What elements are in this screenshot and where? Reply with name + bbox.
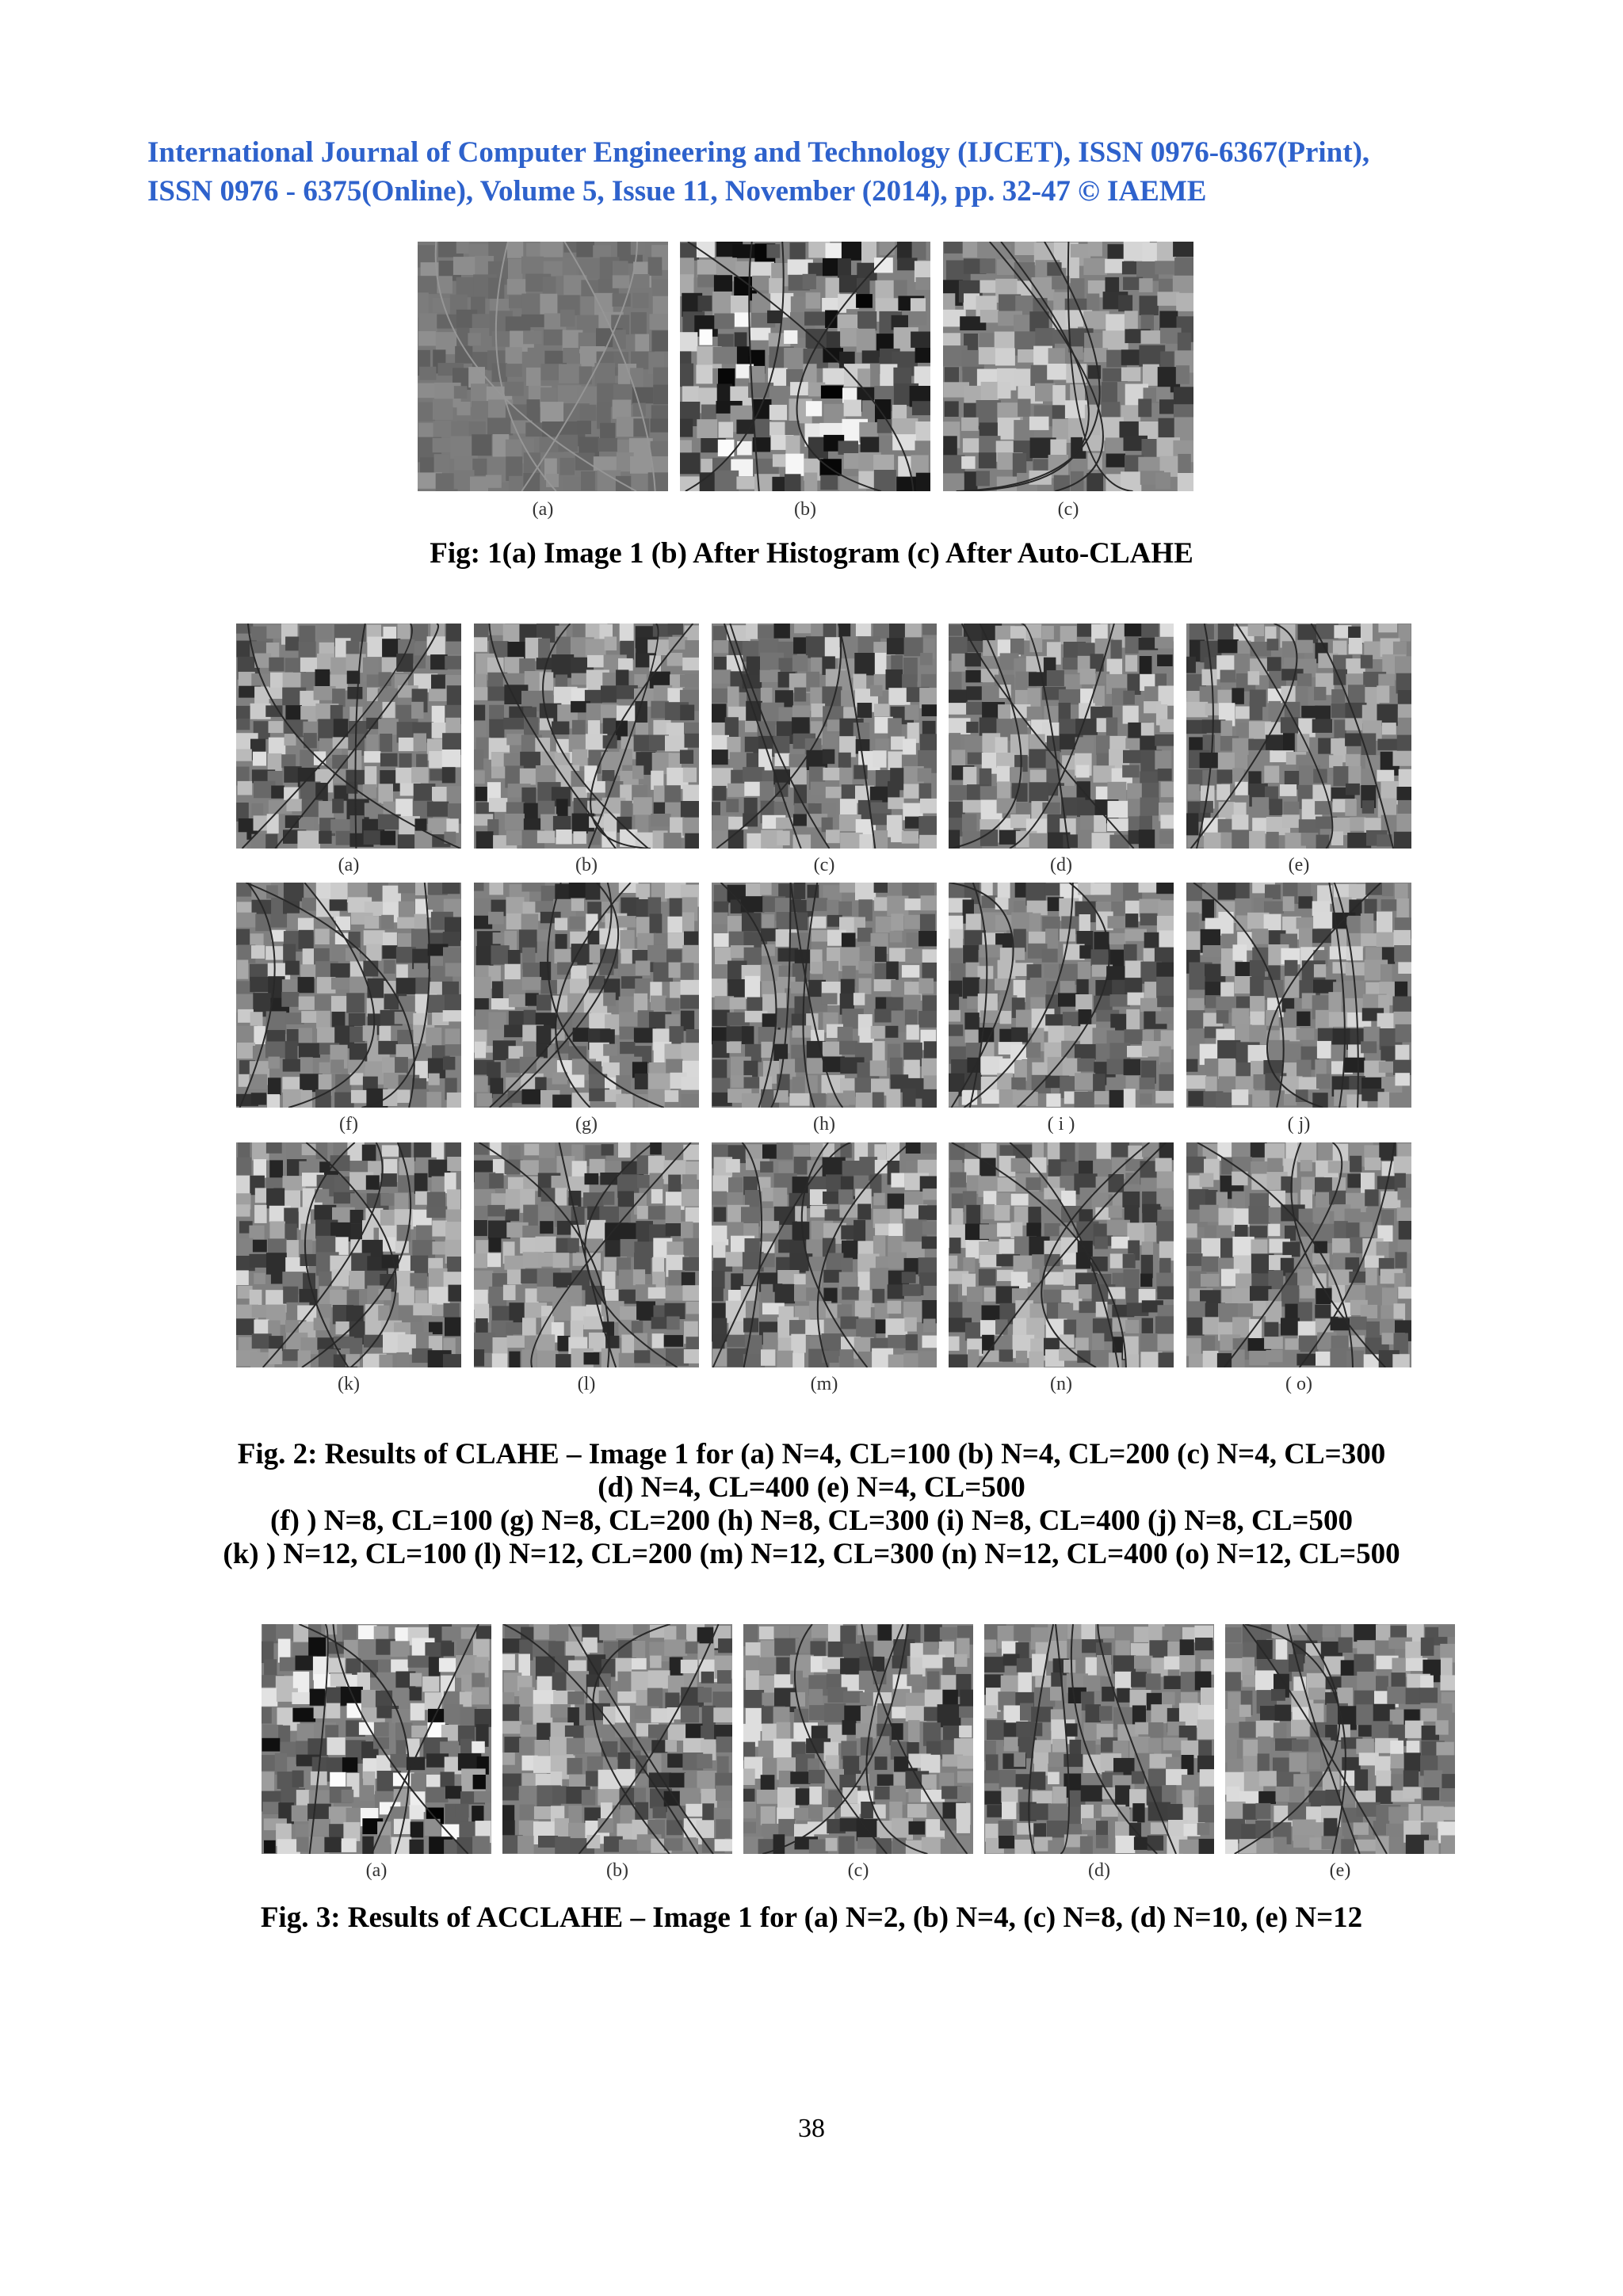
- figure-2-panel: [712, 1142, 937, 1394]
- subfigure-label: ( o): [1285, 1374, 1312, 1394]
- aerial-photo: [949, 883, 1174, 1108]
- aerial-photo: [949, 624, 1174, 849]
- subfigure-label: (b): [794, 499, 816, 520]
- subfigure-label: (n): [1050, 1374, 1072, 1394]
- subfigure-label: (h): [813, 1114, 835, 1135]
- journal-header: [147, 133, 1495, 211]
- aerial-photo: [680, 242, 930, 491]
- subfigure-label: (c): [847, 1860, 869, 1881]
- header-line-1: International Journal of Computer Engineering and Technology (IJCET), ISSN 0976-6367(Print),: [147, 136, 1370, 169]
- aerial-photo: [712, 883, 937, 1108]
- figure-2-panel: [474, 883, 699, 1135]
- figure-2-caption-line-4: (k) ) N=12, CL=100 (l) N=12, CL=200 (m) N=12, CL=300 (n) N=12, CL=400 (o) N=12, CL=500: [223, 1538, 1400, 1570]
- figure-2-panel: [949, 624, 1174, 875]
- figure-2-panel: [949, 1142, 1174, 1394]
- subfigure-label: (e): [1288, 855, 1310, 875]
- subfigure-label: (e): [1329, 1860, 1351, 1881]
- aerial-photo: [474, 883, 699, 1108]
- subfigure-label: (c): [813, 855, 835, 875]
- figure-2-panel: [236, 883, 461, 1135]
- aerial-photo: [236, 624, 461, 849]
- aerial-photo: [743, 1624, 973, 1854]
- subfigure-label: (b): [606, 1860, 628, 1881]
- aerial-photo: [984, 1624, 1214, 1854]
- figure-2-panel: [236, 624, 461, 875]
- figure-1-panel: [680, 242, 930, 520]
- figure-2-panel: [236, 1142, 461, 1394]
- aerial-photo: [236, 883, 461, 1108]
- aerial-photo: [943, 242, 1193, 491]
- figure-1-caption: Fig: 1(a) Image 1 (b) After Histogram (c) After Auto-CLAHE: [430, 537, 1193, 570]
- aerial-photo: [236, 1142, 461, 1367]
- aerial-photo: [712, 1142, 937, 1367]
- figure-2-panel: [712, 883, 937, 1135]
- subfigure-label: (d): [1050, 855, 1072, 875]
- figure-1-panel: [418, 242, 668, 520]
- subfigure-label: (a): [338, 855, 360, 875]
- figure-1-panel: [943, 242, 1193, 520]
- figure-2-caption-line-1: Fig. 2: Results of CLAHE – Image 1 for (a) N=4, CL=100 (b) N=4, CL=200 (c) N=4, CL=300: [237, 1438, 1386, 1470]
- aerial-photo: [474, 624, 699, 849]
- subfigure-label: (a): [532, 499, 554, 520]
- figure-3-panel: [1225, 1624, 1455, 1881]
- subfigure-label: (m): [810, 1374, 838, 1394]
- subfigure-label: ( i ): [1047, 1114, 1075, 1135]
- subfigure-label: (d): [1088, 1860, 1110, 1881]
- figure-2-panel: [474, 1142, 699, 1394]
- subfigure-label: (c): [1057, 499, 1079, 520]
- header-line-2: ISSN 0976 - 6375(Online), Volume 5, Issue 11, November (2014), pp. 32-47 © IAEME: [147, 175, 1207, 208]
- aerial-photo: [502, 1624, 732, 1854]
- aerial-photo: [1186, 883, 1411, 1108]
- aerial-photo: [949, 1142, 1174, 1367]
- subfigure-label: (l): [577, 1374, 596, 1394]
- aerial-photo: [418, 242, 668, 491]
- figure-2-caption-line-2: (d) N=4, CL=400 (e) N=4, CL=500: [598, 1471, 1025, 1504]
- subfigure-label: (k): [338, 1374, 360, 1394]
- subfigure-label: ( j): [1287, 1114, 1311, 1135]
- figure-3-panel: [984, 1624, 1214, 1881]
- figure-2-caption-line-3: (f) ) N=8, CL=100 (g) N=8, CL=200 (h) N=8, CL=300 (i) N=8, CL=400 (j) N=8, CL=500: [270, 1505, 1353, 1537]
- figure-3-panel: [262, 1624, 491, 1881]
- aerial-photo: [712, 624, 937, 849]
- figure-2-panel: [712, 624, 937, 875]
- subfigure-label: (f): [339, 1114, 358, 1135]
- figure-2-panel: [1186, 624, 1411, 875]
- aerial-photo: [1186, 624, 1411, 849]
- figure-2-panel: [1186, 883, 1411, 1135]
- figure-2-panel: [474, 624, 699, 875]
- figure-2-panel: [1186, 1142, 1411, 1394]
- page-number: 38: [798, 2114, 825, 2143]
- figure-3-caption: Fig. 3: Results of ACCLAHE – Image 1 for (a) N=2, (b) N=4, (c) N=8, (d) N=10, (e) N=12: [260, 1901, 1363, 1934]
- subfigure-label: (a): [365, 1860, 388, 1881]
- aerial-photo: [262, 1624, 491, 1854]
- subfigure-label: (b): [575, 855, 598, 875]
- figure-3-panel: [743, 1624, 973, 1881]
- figure-2-panel: [949, 883, 1174, 1135]
- subfigure-label: (g): [575, 1114, 598, 1135]
- aerial-photo: [474, 1142, 699, 1367]
- aerial-photo: [1225, 1624, 1455, 1854]
- aerial-photo: [1186, 1142, 1411, 1367]
- figure-3-panel: [502, 1624, 732, 1881]
